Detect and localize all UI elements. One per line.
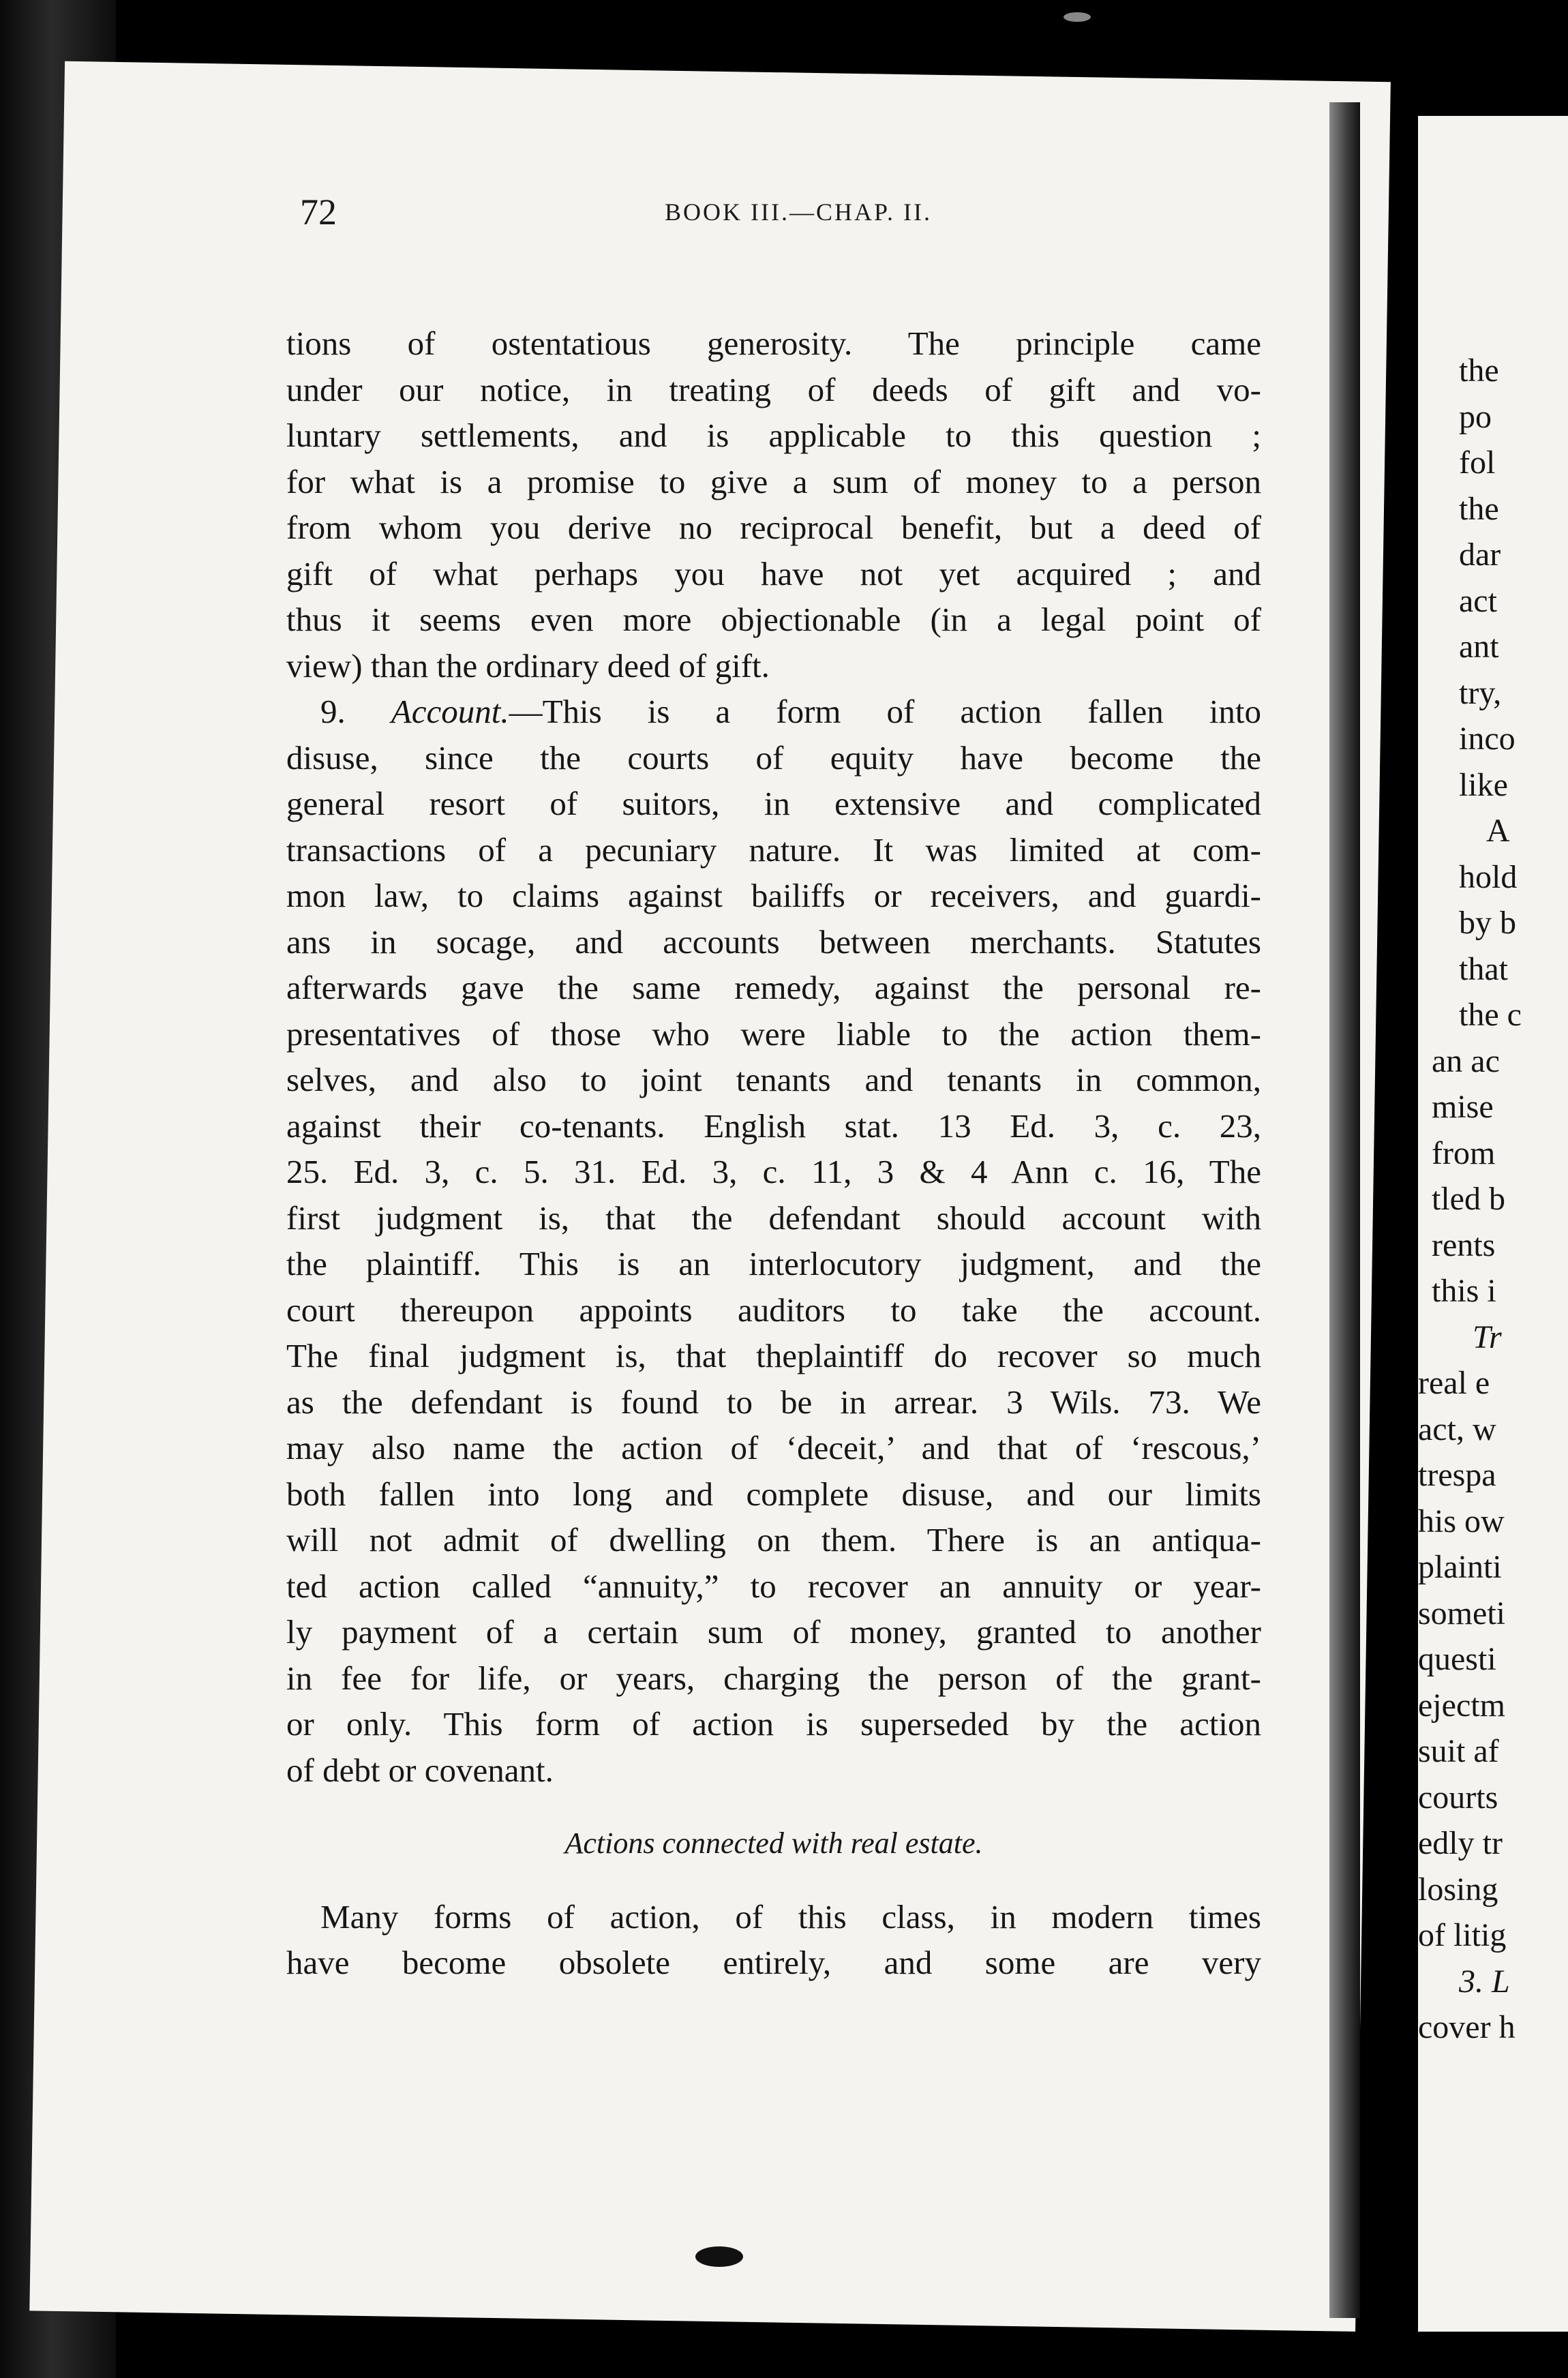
right-line: plainti [1418, 1549, 1502, 1585]
text-line: disuse, since the courts of equity have become the [286, 738, 1261, 777]
right-line: hold [1459, 858, 1518, 895]
text-line: 25. Ed. 3, c. 5. 31. Ed. 3, c. 11, 3 & 4 Ann c. 16, The [286, 1153, 1261, 1190]
text-line: thus it seems even more objectionable (in a legal point of [286, 601, 1261, 638]
right-line: fol [1459, 445, 1496, 481]
text-line: tions of ostentatious generosity. The principle came [286, 325, 1261, 362]
text-line: will not admit of dwelling on them. There is an antiqua- [286, 1521, 1261, 1559]
paragraph-number: 9. [320, 693, 346, 730]
right-line: losing [1418, 1871, 1498, 1908]
right-line: A [1486, 813, 1510, 849]
book-page-right [1418, 116, 1568, 2332]
right-line: that [1459, 950, 1508, 987]
text-line: view) than the ordinary deed of gift. [286, 646, 770, 684]
right-page-text [1418, 348, 1522, 2051]
right-line: inco [1459, 721, 1516, 757]
text-line: the plaintiff. This is an interlocutory judgment, and the [286, 1245, 1261, 1282]
right-line: the [1459, 490, 1499, 527]
text-line: transactions of a pecuniary nature. It was limited at com- [286, 830, 1261, 869]
page-number: 72 [300, 192, 337, 232]
text-line: from whom you derive no reciprocal benefit, but a deed of [286, 509, 1261, 546]
right-line: act [1459, 582, 1497, 619]
right-line: questi [1418, 1641, 1496, 1677]
right-line: dar [1459, 537, 1501, 573]
text-line: afterwards gave the same remedy, against the personal re- [286, 969, 1261, 1006]
scan-speck [1064, 12, 1091, 22]
right-line: an ac [1432, 1042, 1500, 1079]
account-first-line [286, 689, 1261, 735]
text-line: as the defendant is found to be in arrear. 3 Wils. 73. We [286, 1383, 1261, 1421]
right-line: suit af [1418, 1733, 1499, 1769]
right-line: from [1432, 1134, 1496, 1171]
right-line: of litig [1418, 1917, 1507, 1953]
right-line: the c [1459, 997, 1522, 1033]
text-line: for what is a promise to give a sum of money to a person [286, 462, 1261, 500]
right-line: real e [1418, 1365, 1490, 1401]
text-line: Many forms of action, of this class, in modern times [320, 1897, 1261, 1936]
text-line: gift of what perhaps you have not yet acquired ; and [286, 554, 1261, 592]
right-line: by b [1459, 905, 1516, 941]
right-line: edly tr [1418, 1825, 1503, 1861]
right-line: ant [1459, 629, 1499, 665]
text-line: under our notice, in treating of deeds of gift and vo- [286, 370, 1261, 408]
right-line: trespa [1418, 1457, 1496, 1493]
text-line: luntary settlements, and is applicable to this question ; [286, 417, 1261, 454]
section-title-account: Account. [391, 693, 509, 730]
right-line: his ow [1418, 1503, 1505, 1539]
right-line: tled b [1432, 1181, 1505, 1217]
text-line: court thereupon appoints auditors to take the account. [286, 1291, 1261, 1329]
text-line: ted action called “annuity,” to recover an annuity or year- [286, 1567, 1261, 1605]
scan-speck [695, 2246, 743, 2267]
text-line: of debt or covenant. [286, 1751, 554, 1789]
text-line: presentatives of those who were liable to the action them- [286, 1014, 1261, 1053]
text-line: first judgment is, that the defendant should account with [286, 1199, 1261, 1237]
text-line: mon law, to claims against bailiffs or receivers, and guardi- [286, 877, 1261, 914]
text-line: selves, and also to joint tenants and tenants in common, [286, 1061, 1261, 1098]
right-line: rents [1432, 1226, 1496, 1263]
right-line: mise [1432, 1089, 1494, 1125]
page-body [286, 320, 1261, 1986]
book-gutter-shadow [1329, 102, 1360, 2318]
text-line: against their co-tenants. English stat. 13 Ed. 3, c. 23, [286, 1107, 1261, 1145]
text-line: have become obsolete entirely, and some are very [286, 1944, 1261, 1981]
right-line: try, [1459, 674, 1502, 711]
text-line: both fallen into long and complete disuse, and our limits [286, 1475, 1261, 1513]
text-line: in fee for life, or years, charging the person of the grant- [286, 1659, 1261, 1697]
text-line: general resort of suitors, in extensive and complicated [286, 785, 1261, 822]
text-line: or only. This form of action is superseded by the action [286, 1705, 1261, 1743]
text-line-rest: —This is a form of action fallen into [509, 693, 1261, 730]
running-head: BOOK III.—CHAP. II. [665, 198, 932, 226]
text-line: ans in socage, and accounts between merchants. Statutes [286, 922, 1261, 961]
text-line: may also name the action of ‘deceit,’ and that of ‘rescous,’ [286, 1429, 1261, 1466]
right-line: ejectm [1418, 1687, 1505, 1724]
right-line: like [1459, 766, 1508, 803]
text-line: ly payment of a certain sum of money, granted to another [286, 1613, 1261, 1651]
right-line: courts [1418, 1779, 1498, 1816]
right-line: act, w [1418, 1411, 1496, 1447]
text-line: The final judgment is, that theplaintiff do recover so much [286, 1337, 1261, 1374]
right-line: po [1459, 398, 1492, 435]
right-line: cover h [1418, 2009, 1516, 2045]
section-heading: Actions connected with real estate. [564, 1826, 983, 1860]
right-line: this i [1432, 1273, 1496, 1309]
right-line: 3. L [1459, 1963, 1510, 2000]
right-line: Tr [1473, 1319, 1502, 1355]
right-line: someti [1418, 1595, 1505, 1631]
right-line: the [1459, 352, 1499, 389]
